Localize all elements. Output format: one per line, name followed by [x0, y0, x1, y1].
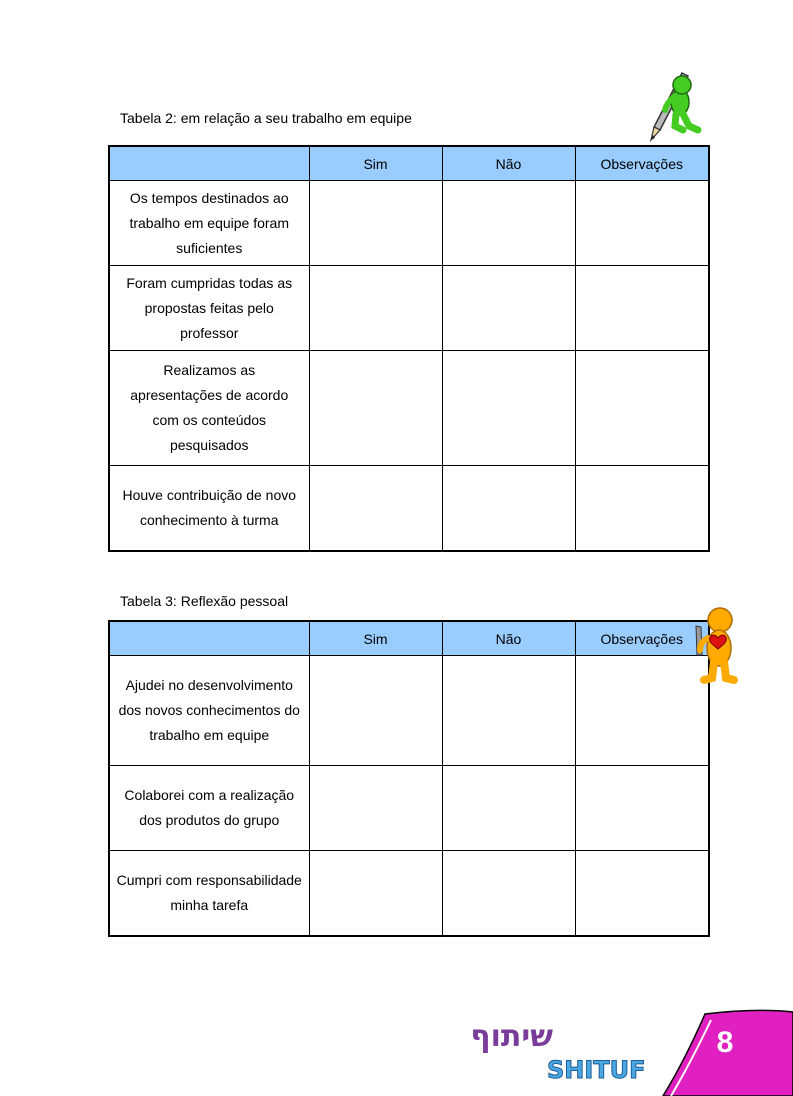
table2-header-observacoes: Observações [575, 146, 709, 181]
sim-cell[interactable] [309, 766, 442, 851]
sim-cell[interactable] [309, 851, 442, 936]
logo-hebrew-text: שיתוף [470, 1019, 553, 1054]
nao-cell[interactable] [442, 266, 575, 351]
observacoes-cell[interactable] [575, 851, 709, 936]
table3-caption: Tabela 3: Reflexão pessoal [120, 593, 289, 609]
sim-cell[interactable] [309, 466, 442, 551]
table2-header-row [109, 146, 709, 181]
table-row [109, 851, 709, 936]
observacoes-cell[interactable] [575, 466, 709, 551]
table3 [108, 620, 710, 937]
shituf-logo [470, 1012, 646, 1084]
table3-header-sim: Sim [309, 621, 442, 656]
row-question: Houve contribuição de novo conhecimento à turma [109, 466, 309, 551]
table-row [109, 466, 709, 551]
observacoes-cell[interactable] [575, 266, 709, 351]
row-question: Os tempos destinados ao trabalho em equipe foram suficientes [109, 181, 309, 266]
pencil-figure-icon [645, 68, 705, 143]
table2-caption: Tabela 2: em relação a seu trabalho em equipe [120, 110, 412, 126]
table-row [109, 181, 709, 266]
sim-cell[interactable] [309, 351, 442, 466]
nao-cell[interactable] [442, 766, 575, 851]
sim-cell[interactable] [309, 266, 442, 351]
row-question: Ajudei no desenvolvimento dos novos conhecimentos do trabalho em equipe [109, 656, 309, 766]
table3-header-nao: Não [442, 621, 575, 656]
page-number: 8 [716, 1026, 734, 1059]
row-question: Foram cumpridas todas as propostas feitas pelo professor [109, 266, 309, 351]
sim-cell[interactable] [309, 181, 442, 266]
nao-cell[interactable] [442, 351, 575, 466]
logo-latin-text: SHITUF [547, 1056, 646, 1084]
table-row [109, 766, 709, 851]
table-row [109, 656, 709, 766]
nao-cell[interactable] [442, 181, 575, 266]
row-question: Cumpri com responsabilidade minha tarefa [109, 851, 309, 936]
observacoes-cell[interactable] [575, 766, 709, 851]
observacoes-cell[interactable] [575, 181, 709, 266]
table2-header-sim: Sim [309, 146, 442, 181]
table2 [108, 145, 710, 552]
row-question: Colaborei com a realização dos produtos do grupo [109, 766, 309, 851]
table3-header-observacoes: Observações [575, 621, 709, 656]
table3-header-row [109, 621, 709, 656]
table2-header-blank [109, 146, 309, 181]
observacoes-cell[interactable] [575, 351, 709, 466]
table-row [109, 351, 709, 466]
nao-cell[interactable] [442, 851, 575, 936]
row-question: Realizamos as apresentações de acordo com os conteúdos pesquisados [109, 351, 309, 466]
table2-header-nao: Não [442, 146, 575, 181]
nao-cell[interactable] [442, 466, 575, 551]
sim-cell[interactable] [309, 656, 442, 766]
table-row [109, 266, 709, 351]
table3-header-blank [109, 621, 309, 656]
heart-figure-icon [688, 600, 743, 685]
nao-cell[interactable] [442, 656, 575, 766]
